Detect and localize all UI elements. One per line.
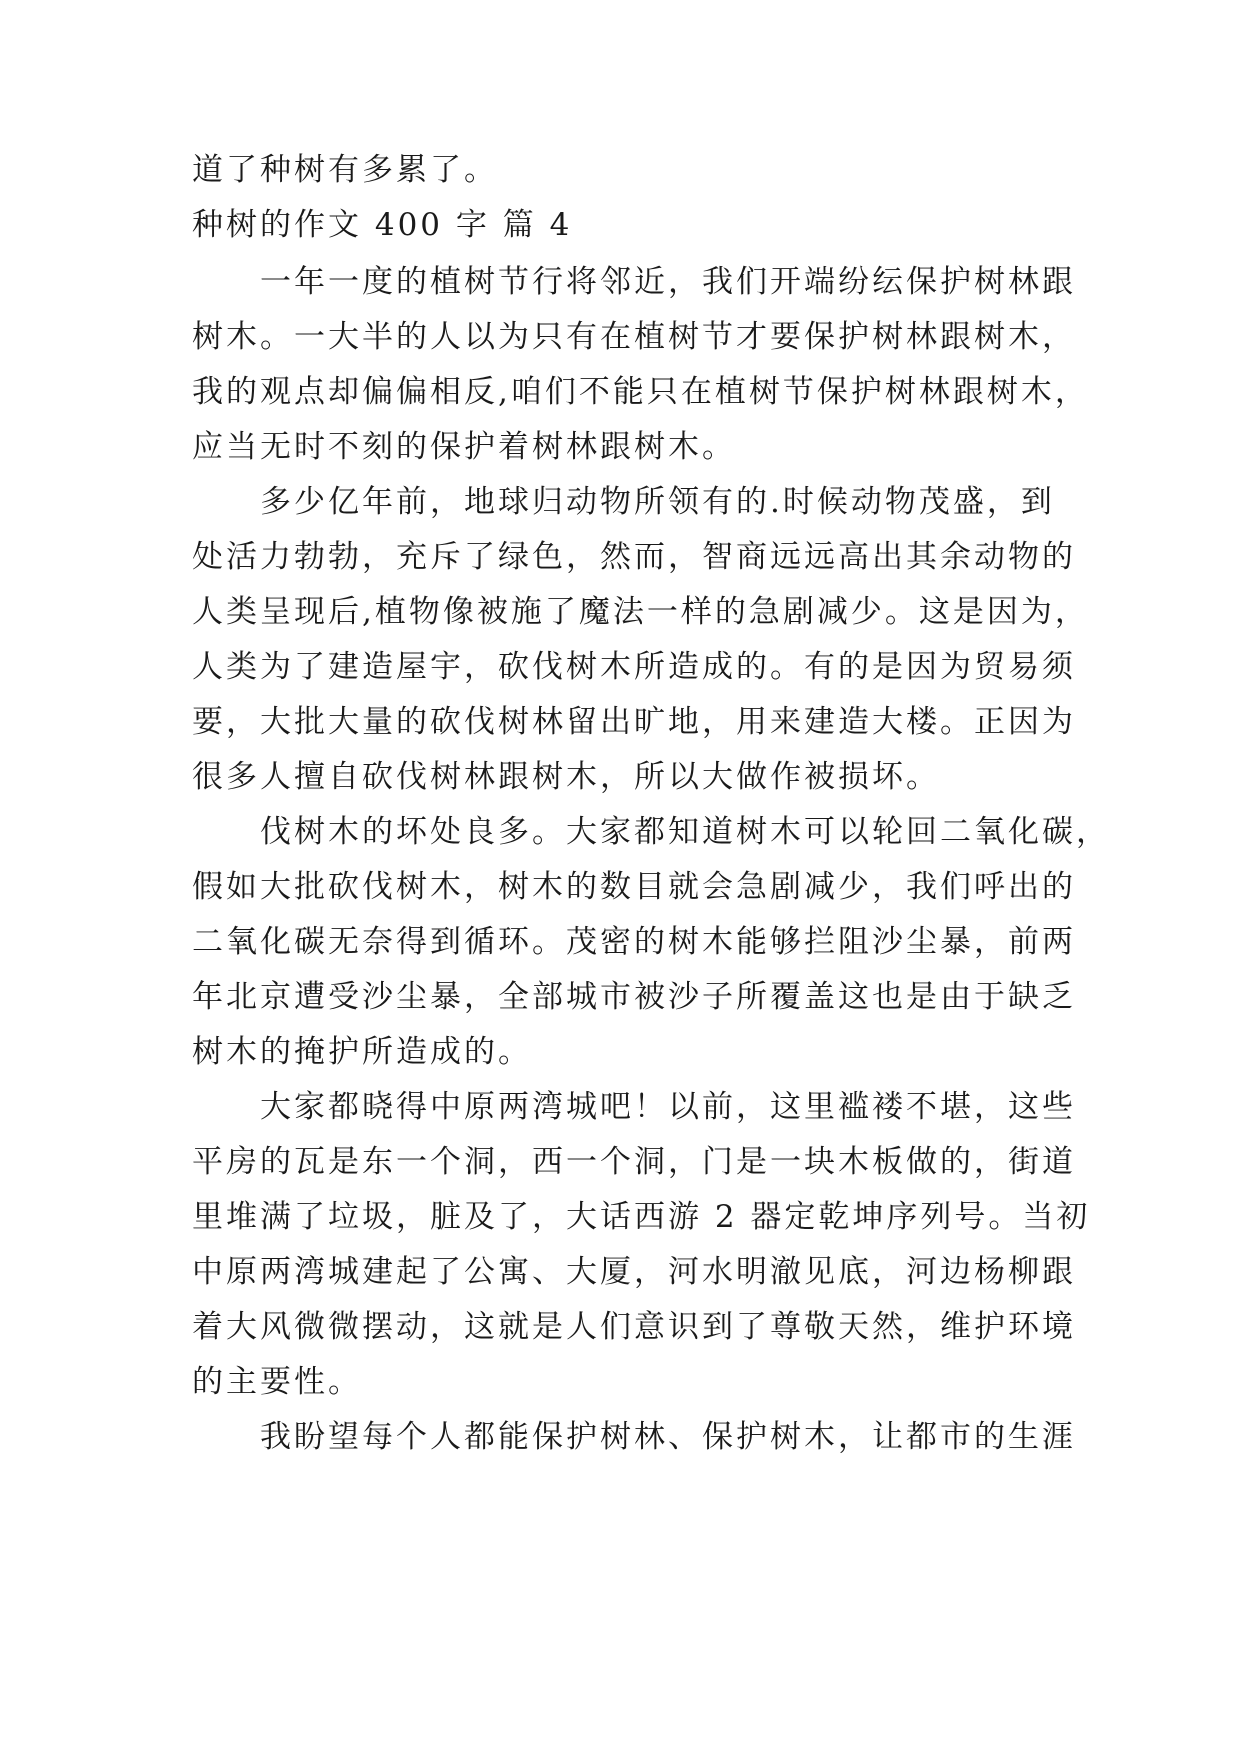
paragraph-line: 人类为了建造屋宇，砍伐树木所造成的。有的是因为贸易须 [192,649,1076,685]
paragraph-line: 我的观点却偏偏相反,咱们不能只在植树节保护树林跟树木， [192,374,1089,410]
paragraph-line: 多少亿年前，地球归动物所领有的.时候动物茂盛，到 [260,484,1055,520]
paragraph-line: 伐树木的坏处良多。大家都知道树木可以轮回二氧化碳， [260,814,1110,850]
paragraph-line: 着大风微微摆动，这就是人们意识到了尊敬天然，维护环境 [192,1309,1076,1345]
paragraph-line: 很多人擅自砍伐树林跟树木，所以大做作被损坏。 [192,759,940,795]
paragraph-line: 中原两湾城建起了公寓、大厦，河水明澈见底，河边杨柳跟 [192,1254,1076,1290]
text-line: 道了种树有多累了。 [192,152,498,188]
paragraph-line: 树木。一大半的人以为只有在植树节才要保护树林跟树木， [192,319,1076,355]
paragraph-line: 平房的瓦是东一个洞，西一个洞，门是一块木板做的，街道 [192,1144,1076,1180]
paragraph-line: 应当无时不刻的保护着树林跟树木。 [192,429,736,465]
paragraph-line: 假如大批砍伐树木，树木的数目就会急剧减少，我们呼出的 [192,869,1076,905]
paragraph-line: 大家都晓得中原两湾城吧！以前，这里褴褛不堪，这些 [260,1089,1076,1125]
paragraph-line: 二氧化碳无奈得到循环。茂密的树木能够拦阻沙尘暴，前两 [192,924,1076,960]
section-heading: 种树的作文 400 字 篇 4 [192,207,573,243]
paragraph-line: 我盼望每个人都能保护树林、保护树木，让都市的生涯 [260,1419,1076,1455]
paragraph-line: 年北京遭受沙尘暴，全部城市被沙子所覆盖这也是由于缺乏 [192,979,1076,1015]
paragraph-line: 树木的掩护所造成的。 [192,1034,532,1070]
paragraph-line: 处活力勃勃，充斥了绿色，然而，智商远远高出其余动物的 [192,539,1076,575]
paragraph-line: 人类呈现后,植物像被施了魔法一样的急剧减少。这是因为， [192,594,1089,630]
paragraph-line: 的主要性。 [192,1364,362,1400]
paragraph-line: 里堆满了垃圾，脏及了，大话西游 2 器定乾坤序列号。当初 [192,1199,1091,1235]
paragraph-line: 一年一度的植树节行将邻近，我们开端纷纭保护树林跟 [260,264,1076,300]
paragraph-line: 要，大批大量的砍伐树林留出旷地，用来建造大楼。正因为 [192,704,1076,740]
